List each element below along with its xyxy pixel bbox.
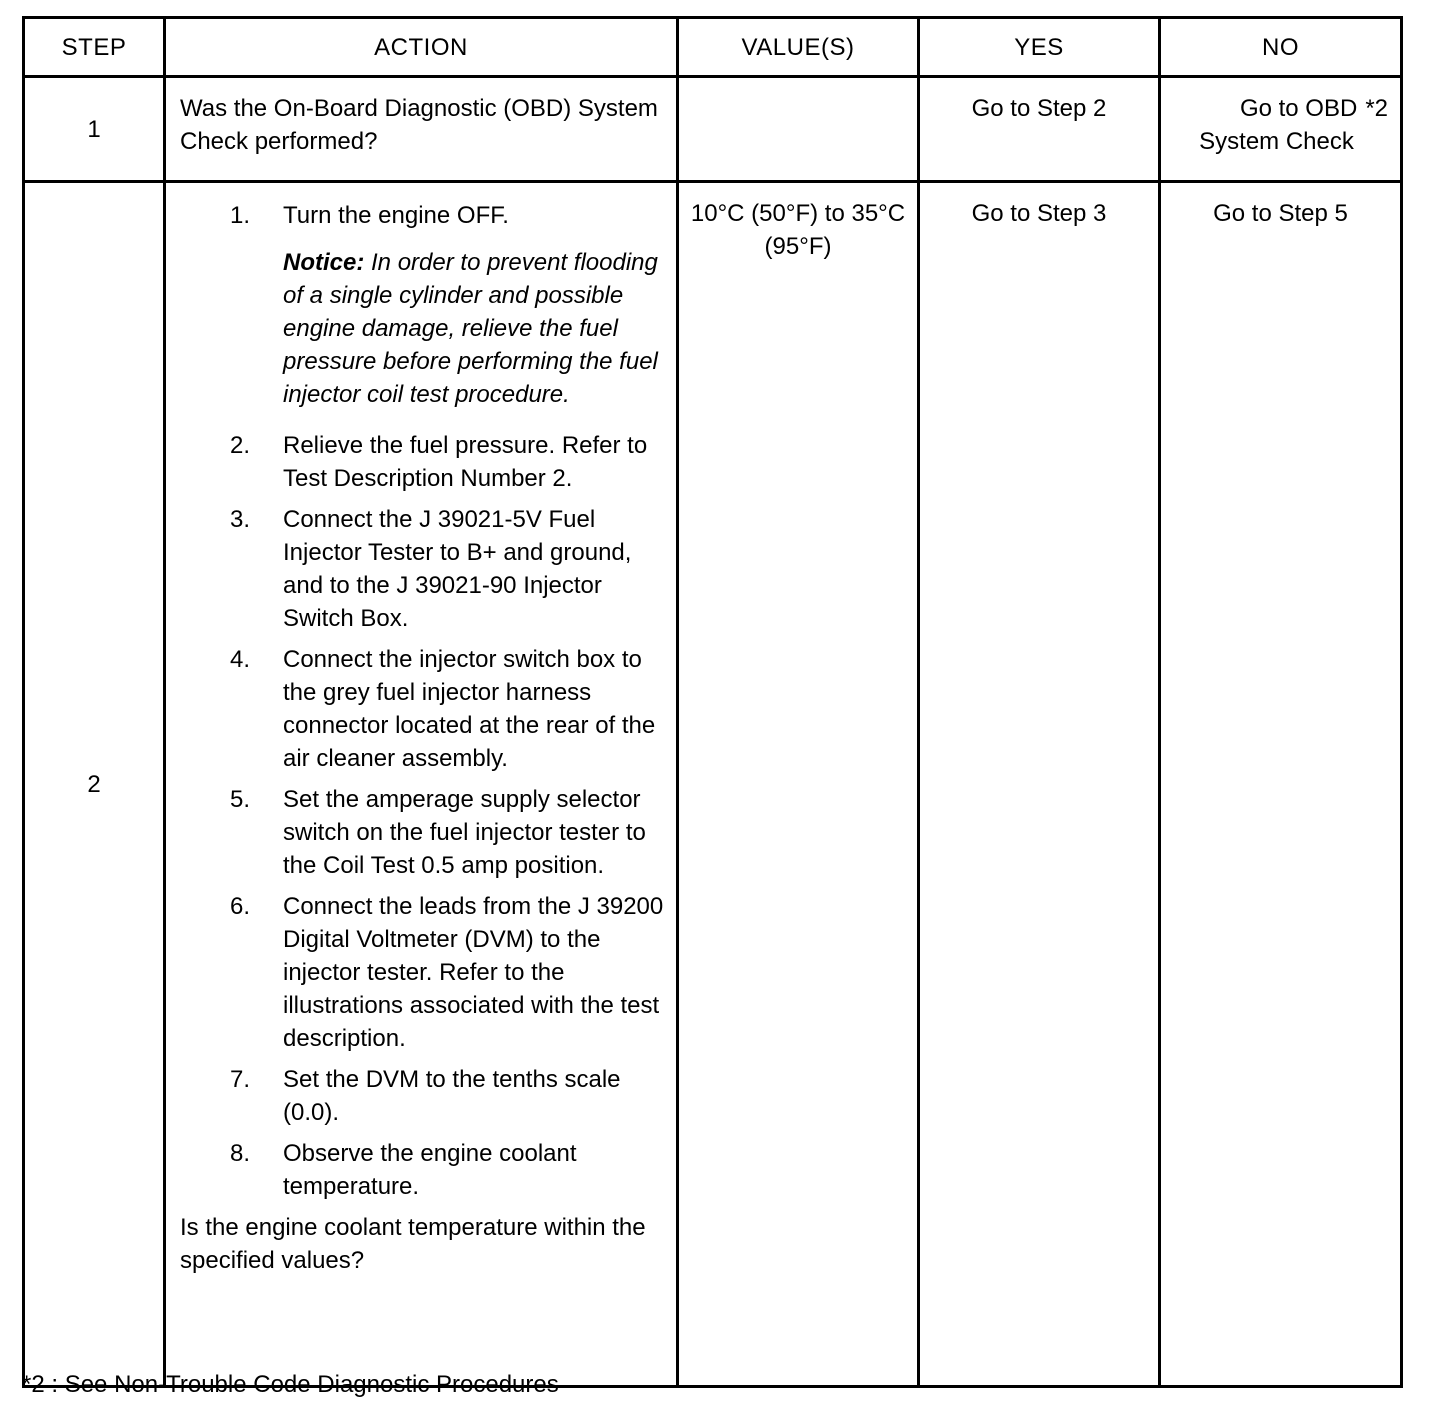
no-outcome: Go to Step 5 <box>1160 182 1402 1387</box>
header-yes: YES <box>919 18 1160 77</box>
header-values: VALUE(S) <box>678 18 919 77</box>
list-item-number: 3. <box>230 506 251 533</box>
footnote: *2 : See Non-Trouble Code Diagnostic Procedures <box>22 1371 559 1398</box>
list-item <box>180 1137 666 1203</box>
list-item-text: Connect the injector switch box to the grey fuel injector harness connector located at the rear of the air cleaner assembly. <box>283 646 656 772</box>
list-item-number: 2. <box>230 432 251 459</box>
list-item-number: 7. <box>230 1066 251 1093</box>
header-action: ACTION <box>165 18 678 77</box>
value-cell: 10°C (50°F) to 35°C (95°F) <box>678 182 919 1387</box>
notice <box>283 246 666 411</box>
list-item <box>180 783 666 882</box>
footnote-ref: *2 <box>1365 95 1388 122</box>
list-item-text: Observe the engine coolant temperature. <box>283 1140 577 1200</box>
yes-outcome: Go to Step 2 <box>919 77 1160 182</box>
no-outcome-line2: System Check <box>1199 128 1354 155</box>
list-item-text: Connect the leads from the J 39200 Digital Voltmeter (DVM) to the injector tester. Refer to the illustrations associated with the test description. <box>283 893 664 1052</box>
list-item-number: 4. <box>230 646 251 673</box>
list-item-number: 8. <box>230 1140 251 1167</box>
list-item <box>180 643 666 775</box>
list-item-text: Set the DVM to the tenths scale (0.0). <box>283 1066 621 1126</box>
list-item-number: 1. <box>230 202 251 229</box>
step-number: 1 <box>24 77 165 182</box>
header-no: NO <box>1160 18 1402 77</box>
no-outcome <box>1160 77 1402 182</box>
list-item <box>180 199 666 411</box>
no-outcome-line1: Go to OBD <box>1239 95 1358 122</box>
table-row-step-1 <box>24 77 1402 182</box>
step-question: Is the engine coolant temperature within the specified values? <box>180 1214 646 1274</box>
value-cell <box>678 77 919 182</box>
list-item-number: 6. <box>230 893 251 920</box>
list-item-text: Set the amperage supply selector switch on the fuel injector tester to the Coil Test 0.5 amp position. <box>283 786 646 879</box>
list-item <box>180 503 666 635</box>
table-row-step-2 <box>24 182 1402 1387</box>
action-text: Was the On-Board Diagnostic (OBD) System Check performed? <box>165 77 678 182</box>
list-item <box>180 429 666 495</box>
list-item <box>180 1063 666 1129</box>
notice-text: In order to prevent flooding of a single cylinder and possible engine damage, relieve the fuel pressure before performing the fuel injector coil test procedure. <box>283 249 658 408</box>
list-item-text: Connect the J 39021-5V Fuel Injector Tester to B+ and ground, and to the J 39021-90 Injector Switch Box. <box>283 506 632 632</box>
action-steps-list <box>180 199 666 1203</box>
list-item-text: Relieve the fuel pressure. Refer to Test Description Number 2. <box>283 432 648 492</box>
diagnostic-table <box>22 16 1403 1388</box>
list-item-text: Turn the engine OFF. <box>283 202 509 229</box>
list-item <box>180 890 666 1055</box>
notice-label: Notice: <box>283 249 365 276</box>
step-number: 2 <box>24 182 165 1387</box>
action-cell <box>165 182 678 1387</box>
yes-outcome: Go to Step 3 <box>919 182 1160 1387</box>
list-item-number: 5. <box>230 786 251 813</box>
header-row <box>24 18 1402 77</box>
header-step: STEP <box>24 18 165 77</box>
